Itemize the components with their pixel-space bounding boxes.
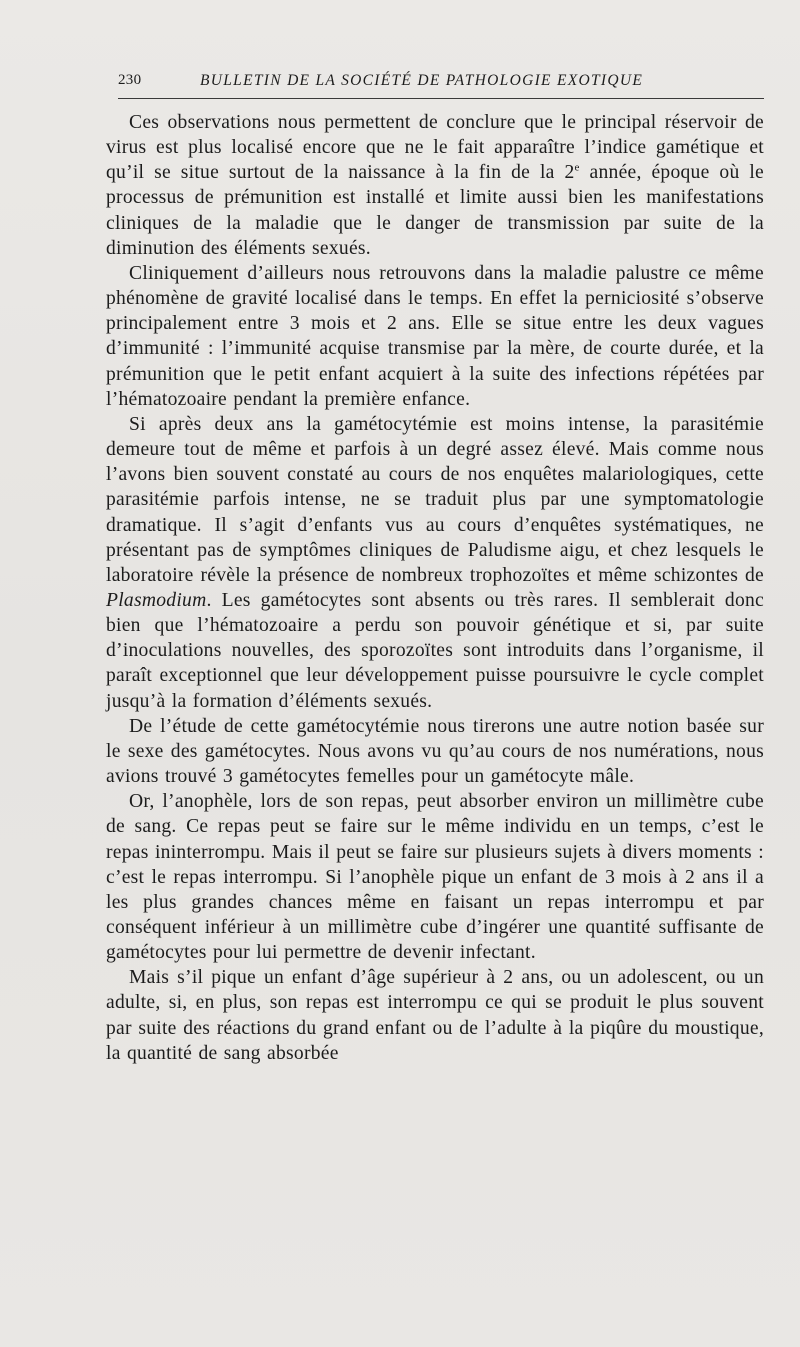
paragraph-2: Cliniquement d’ailleurs nous retrouvons dans la maladie palustre ce même phénomène de gravité localisé dans le temps. En effet la perniciosité s’observe principalement entre 3 mois et 2 ans. Elle se situe entre les deux vagues d’immunité : l’immunité acquise transmise par la mère, de courte durée, et la prémunition que le petit enfant acquiert à la suite des infections répétées par l’hématozoaire pendant la première enfance.: [106, 262, 764, 410]
page-number: 230: [118, 72, 142, 88]
paragraph-4: De l’étude de cette gamétocytémie nous tirerons une autre notion basée sur le sexe des gamétocytes. Nous avons vu qu’au cours de nos numérations, nous avions trouvé 3 gamétocytes femelles pour un gamétocyte mâle.: [106, 715, 764, 788]
paragraph-3: Si après deux ans la gamétocytémie est moins intense, la parasitémie demeure tout de même et parfois à un degré assez élevé. Mais comme nous l’avons bien souvent constaté au cours de nos enquêtes malariologiques, cette parasitémie parfois intense, ne se traduit plus par une symptomatologie dramatique. Il s’agit d’enfants vus au cours d’enquêtes systématiques, ne présentant pas de symptômes cliniques de Paludisme aigu, et chez lesquels le laboratoire révèle la présence de nombreux trophozoïtes et même schizontes de Plasmodium. Les gamétocytes sont absents ou très rares. Il semblerait donc bien que l’hématozoaire a perdu son pouvoir génétique et si, par suite d’inoculations nouvelles, des sporozoïtes sont introduits dans l’organisme, il paraît exceptionnel que leur développement puisse poursuivre le cycle complet jusqu’à la formation d’éléments sexués.: [106, 413, 764, 712]
superscript-e: e: [574, 161, 580, 174]
paragraph-1: Ces observations nous permettent de conclure que le principal réservoir de virus est plus localisé encore que ne le fait apparaître l’indice gamétique et qu’il se situe surtout de la naissance à la fin de la 2e année, époque où le processus de prémunition est installé et limite aussi bien les manifestations cliniques de la maladie que le danger de transmission par suite de la diminution des éléments sexués.: [106, 112, 764, 259]
paragraph-6: Mais s’il pique un enfant d’âge supérieur à 2 ans, ou un adolescent, ou un adulte, si, en plus, son repas est interrompu ce qui se produit le plus souvent par suite des réactions du grand enfant ou de l’adulte à la piqûre du moustique, la quantité de sang absorbée: [106, 967, 764, 1064]
running-title: BULLETIN DE LA SOCIÉTÉ DE PATHOLOGIE EXOTIQUE: [200, 72, 644, 89]
header-rule: [118, 98, 764, 99]
running-header: [118, 70, 764, 96]
paragraph-5: Or, l’anophèle, lors de son repas, peut absorber environ un millimètre cube de sang. Ce repas peut se faire sur le même individu en un temps, c’est le repas ininterrompu. Mais il peut se faire sur plusieurs sujets à divers moments : c’est le repas interrompu. Si l’anophèle pique un enfant de 3 mois à 2 ans il a les plus grandes chances même en faisant un repas interrompu et par conséquent inférieur à un millimètre cube d’ingérer une quantité suffisante de gamétocytes pour lui permettre de devenir infectant.: [106, 791, 764, 964]
italic-plasmodium: Plasmodium: [106, 589, 207, 611]
body-text: [106, 110, 764, 1066]
